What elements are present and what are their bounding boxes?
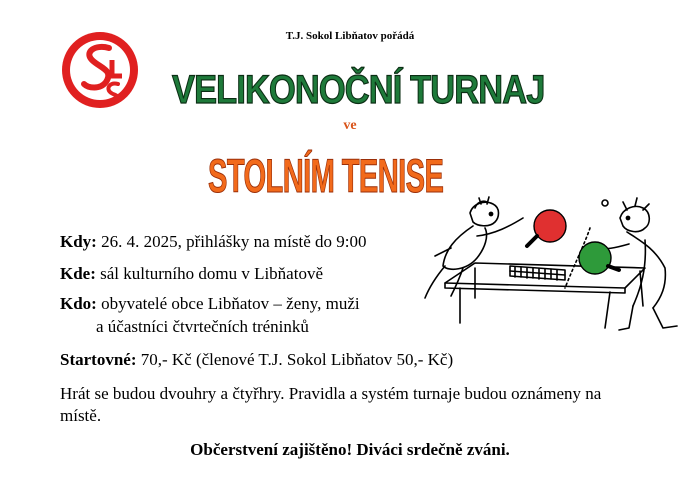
connector-text: ve: [343, 118, 357, 133]
event-title-line1: VELIKONOČNÍ TURNAJ: [172, 68, 545, 112]
organizer-line: T.J. Sokol Libňatov pořádá: [285, 30, 415, 42]
where-line: [60, 264, 323, 284]
title-connector: [0, 118, 700, 134]
info-paragraph: Hrát se budou dvouhry a čtyřhry. Pravidla a systém turnaje budou oznámeny na místě.: [60, 384, 602, 425]
table-tennis-illustration: [415, 188, 685, 338]
who-line-continued: a účastníci čtvrtečních tréninků: [96, 317, 309, 336]
sokol-logo: [60, 30, 140, 110]
when-label: Kdy:: [60, 232, 97, 251]
who-label: Kdo:: [60, 294, 97, 313]
event-title-line2: STOLNÍM TENISE: [208, 149, 444, 202]
where-label: Kde:: [60, 264, 96, 283]
who-value: obyvatelé obce Libňatov – ženy, muži: [96, 294, 360, 313]
when-value: 26. 4. 2025, přihlášky na místě do 9:00: [96, 232, 367, 251]
fee-value: 70,- Kč (členové T.J. Sokol Libňatov 50,- Kč): [136, 350, 454, 369]
when-line: [60, 232, 366, 252]
footer-invitation: Občerstvení zajištěno! Diváci srdečně zváni.: [190, 440, 510, 459]
fee-line: [60, 350, 453, 370]
who-line: [60, 294, 360, 314]
where-value: sál kulturního domu v Libňatově: [95, 264, 323, 283]
fee-label: Startovné:: [60, 350, 137, 369]
